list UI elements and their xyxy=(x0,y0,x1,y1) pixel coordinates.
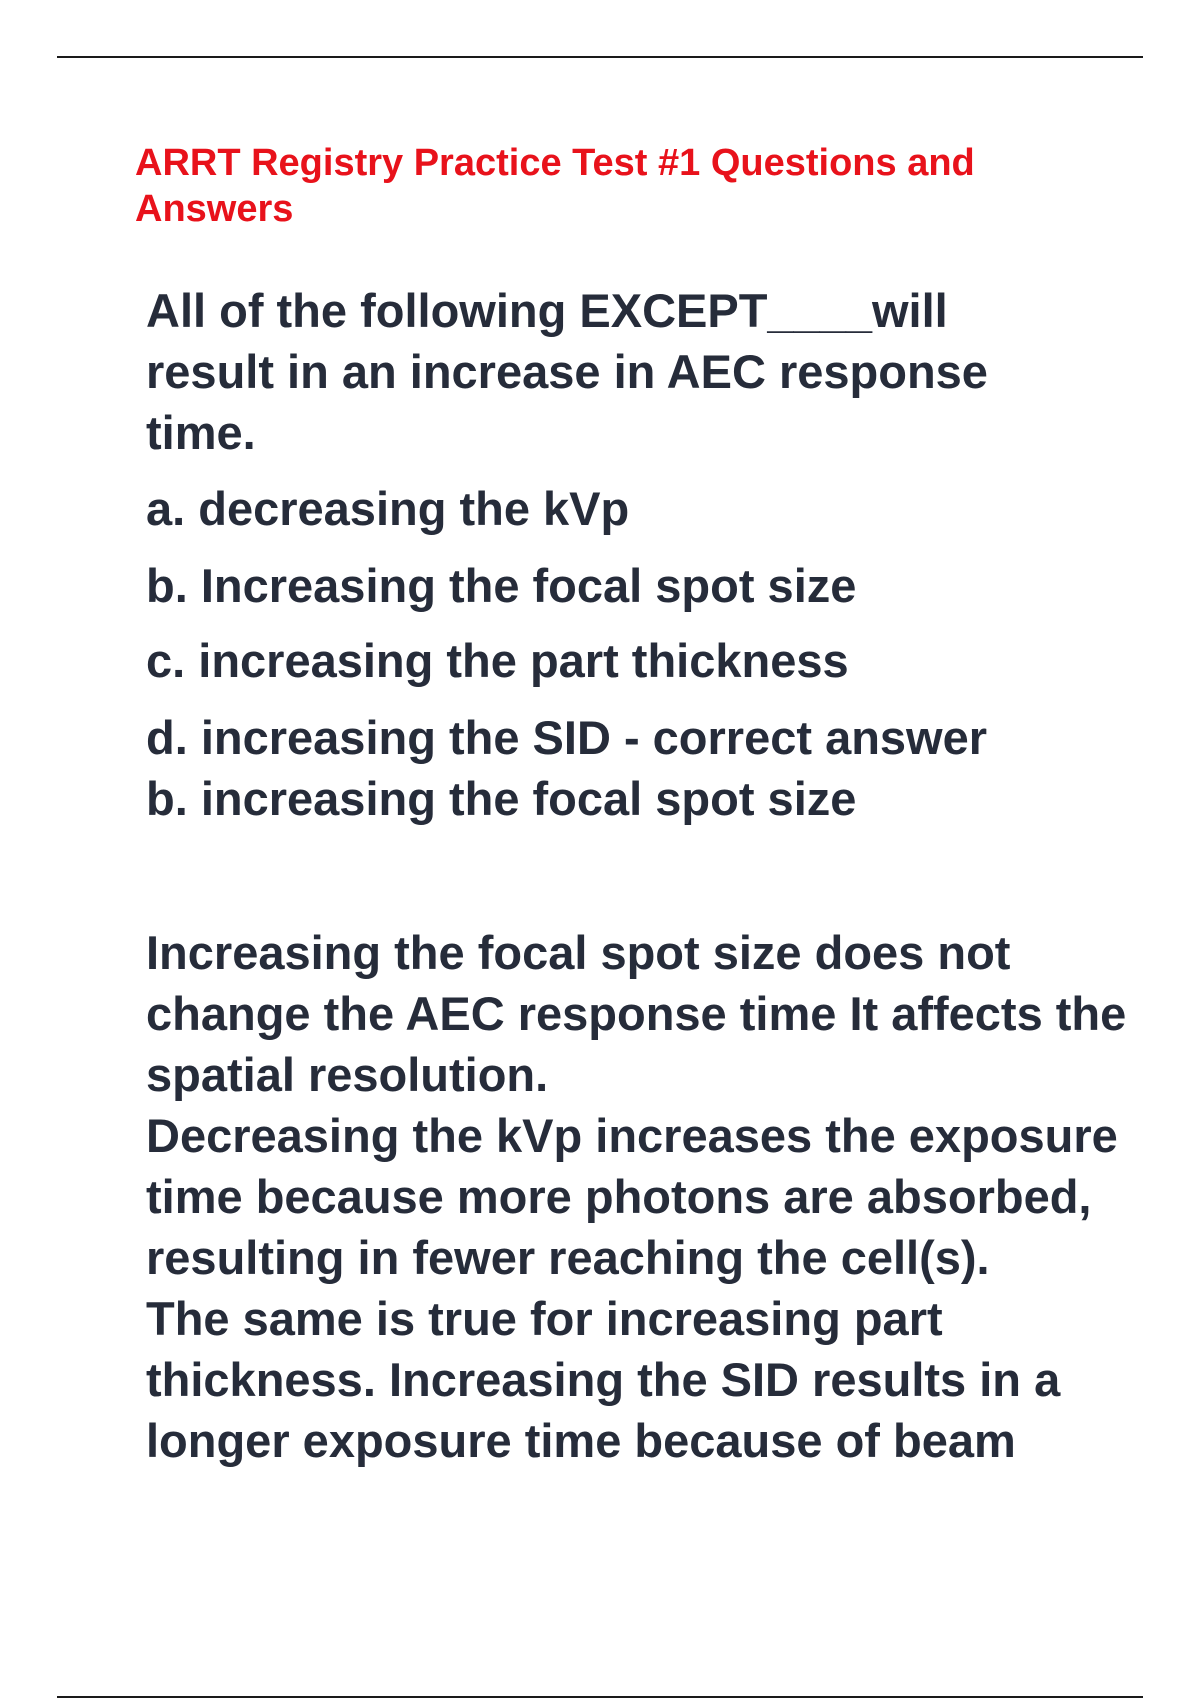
option-d: d. increasing the SID - correct answer xyxy=(146,711,988,764)
option-a: a. decreasing the kVp xyxy=(146,482,630,535)
bottom-divider xyxy=(57,1696,1143,1698)
explanation-paragraph: Increasing the focal spot size does not change the AEC response time It affects the spatial resolution. xyxy=(146,926,1127,1101)
document-title: ARRT Registry Practice Test #1 Questions and Answers xyxy=(135,142,975,230)
explanation-paragraph: Decreasing the kVp increases the exposure time because more photons are absorbed, resulting in fewer reaching the cell(s). xyxy=(146,1109,1118,1284)
question-text: All of the following EXCEPT____will result in an increase in AEC response time. xyxy=(146,284,988,459)
option-c: c. increasing the part thickness xyxy=(146,634,849,687)
correct-answer: b. increasing the focal spot size xyxy=(146,772,857,825)
option-b: b. Increasing the focal spot size xyxy=(146,559,857,612)
top-divider xyxy=(57,56,1143,58)
explanation xyxy=(146,922,1146,1471)
explanation-paragraph: The same is true for increasing part thickness. Increasing the SID results in a longer exposure time because of beam xyxy=(146,1292,1061,1467)
